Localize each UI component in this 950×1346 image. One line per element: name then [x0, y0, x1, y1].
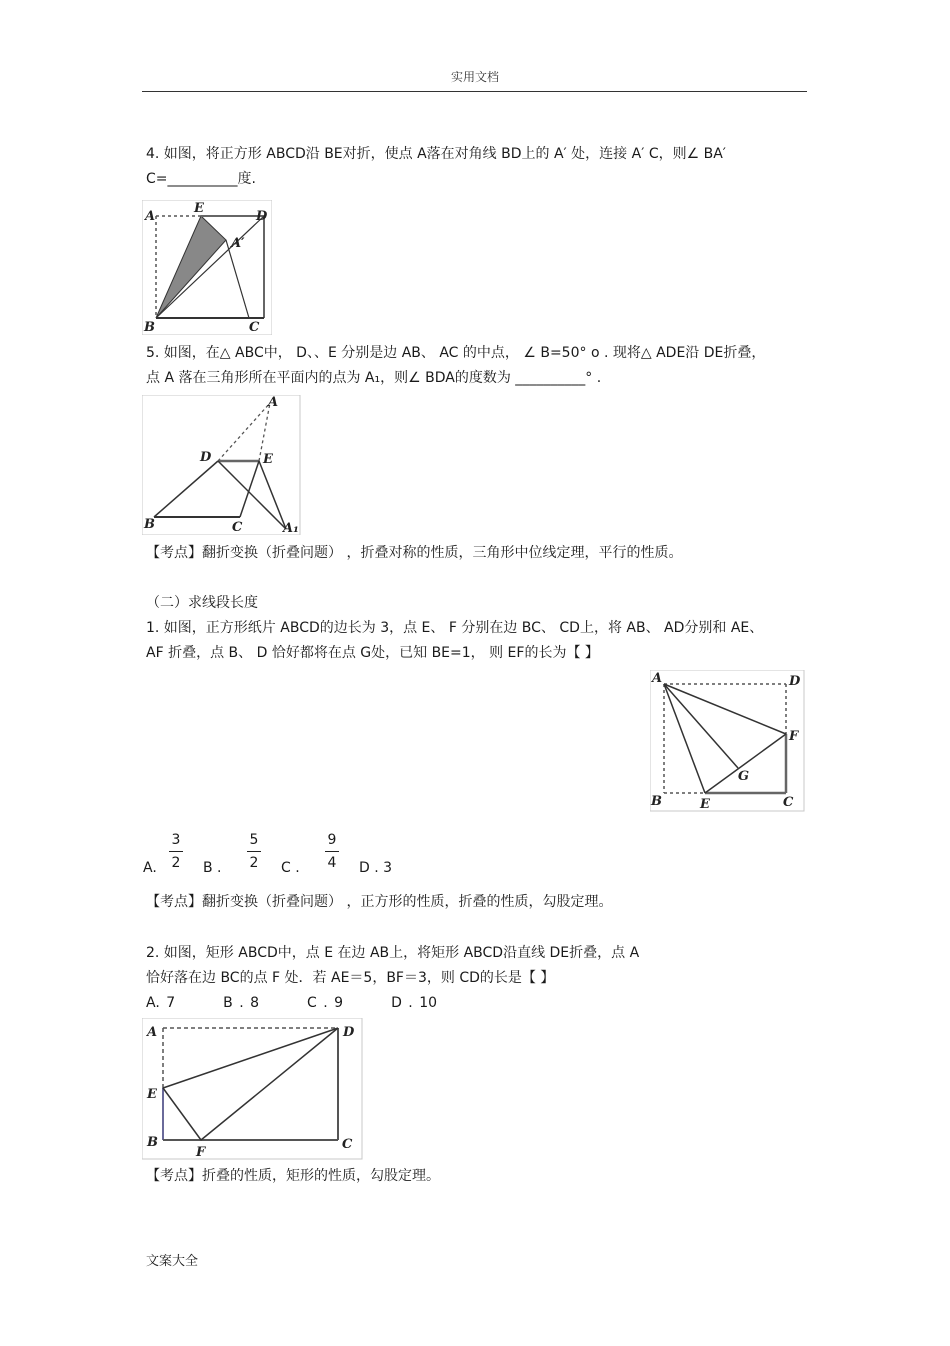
p2-label-A: A [147, 1025, 158, 1040]
q5-label-C: C [232, 520, 243, 535]
p1-figure-frame [650, 670, 804, 811]
q5-figure [142, 395, 302, 535]
p1-option-a-num: 3 [171, 832, 181, 848]
p1-label-E: E [700, 797, 710, 812]
p2-text-line2: 恰好落在边 BC的点 F 处．若 AE＝5，BF＝3，则 CD的长是【 】 [146, 970, 555, 986]
p1-option-b-fraction [246, 832, 262, 871]
p1-label-G: G [738, 769, 750, 784]
p1-figure [650, 670, 805, 812]
p2-label-D: D [343, 1025, 355, 1040]
q5-line-DA1 [218, 461, 286, 529]
p1-label-C: C [783, 795, 794, 810]
p1-option-c-num: 9 [327, 832, 337, 848]
q5-line-EA1 [259, 461, 286, 529]
p2-option-a: A. 7 [146, 995, 176, 1011]
q5-label-A1: A₁ [283, 521, 299, 535]
p1-line-AF [664, 684, 786, 734]
q5-text-line1: 5. 如图，在△ ABC中， D、、E 分别是边 AB、 AC 的中点， ∠ B=50° o . 现将△ ADE沿 DE折叠， [146, 345, 766, 361]
p1-option-c-den: 4 [327, 855, 337, 871]
q4-label-E: E [194, 201, 204, 216]
q4-label-D: D [256, 209, 268, 224]
q4-label-C: C [249, 320, 260, 335]
p2-text-line1: 2. 如图，矩形 ABCD中，点 E 在边 AB上，将矩形 ABCD沿直线 DE折叠，点 A [146, 945, 640, 961]
header-rule [142, 91, 807, 92]
p1-option-d: D . 3 [359, 860, 393, 876]
p1-option-b-label: B . [203, 860, 222, 876]
q4-label-B: B [144, 320, 155, 335]
page-footer: 文案大全 [146, 1254, 199, 1269]
p2-kaodian: 【考点】折叠的性质，矩形的性质，勾股定理。 [146, 1168, 440, 1184]
p1-option-c-label: C . [281, 860, 300, 876]
p2-line-FD [201, 1028, 338, 1140]
p1-option-a-label: A. [143, 860, 157, 876]
section2-heading: （二）求线段长度 [146, 595, 258, 611]
p1-label-D: D [789, 674, 801, 689]
p1-text-line1: 1. 如图，正方形纸片 ABCD的边长为 3，点 E、 F 分别在边 BC、 CD上，将 AB、 AD分别和 AE、 [146, 620, 764, 636]
q5-text-line2: 点 A 落在三角形所在平面内的点为 A₁，则∠ BDA的度数为 __________° . [146, 370, 602, 386]
q4-figure [142, 200, 272, 335]
p1-text-line2: AF 折叠，点 B、 D 恰好都将在点 G处，已知 BE=1， 则 EF的长为【 】 [146, 645, 599, 661]
p2-option-d: D . 10 [391, 995, 438, 1011]
p1-option-c-fraction [324, 832, 340, 871]
p2-figure-frame [142, 1018, 362, 1159]
page-header: 实用文档 [450, 70, 499, 84]
q5-side-BD [154, 461, 218, 517]
p2-options [146, 993, 437, 1013]
q5-label-B: B [144, 517, 155, 532]
p1-option-b-num: 5 [249, 832, 259, 848]
q4-figure-frame [142, 200, 272, 335]
p1-line-AG [664, 684, 738, 768]
p2-label-C: C [342, 1137, 353, 1152]
p2-option-b: B . 8 [223, 995, 260, 1011]
p2-label-E: E [147, 1087, 157, 1102]
p1-option-b-den: 2 [249, 855, 259, 871]
p1-label-B: B [651, 794, 662, 809]
q5-label-D: D [200, 450, 212, 465]
q4-text-line1: 4. 如图，将正方形 ABCD沿 BE对折，使点 A落在对角线 BD上的 A′ 处，连接 A′ C，则∠ BA′ [146, 146, 726, 162]
p1-line-AE [664, 684, 705, 793]
q4-shaded-triangle [156, 216, 226, 318]
q4-text-line2: C=__________度. [146, 171, 256, 187]
p2-line-EF [163, 1088, 201, 1140]
p1-label-A: A [652, 671, 663, 686]
q5-label-A: A [268, 395, 279, 410]
q4-label-A: A [145, 209, 156, 224]
q4-line-A1C [226, 240, 249, 318]
p2-option-c: C . 9 [307, 995, 344, 1011]
p1-option-a-fraction [168, 832, 184, 871]
q5-label-E: E [263, 452, 273, 467]
q5-kaodian: 【考点】翻折变换（折叠问题） ，折叠对称的性质，三角形中位线定理，平行的性质。 [146, 545, 683, 561]
p1-label-F: F [789, 729, 799, 744]
p2-label-B: B [147, 1135, 158, 1150]
p1-kaodian: 【考点】翻折变换（折叠问题） ，正方形的性质，折叠的性质，勾股定理。 [146, 894, 613, 910]
p2-figure [142, 1018, 364, 1160]
q5-side-CE [240, 461, 259, 517]
p1-line-EF [705, 734, 786, 793]
p2-label-F: F [196, 1145, 206, 1160]
p1-option-a-den: 2 [171, 855, 181, 871]
p2-line-ED [163, 1028, 338, 1088]
q4-label-A-prime: A′ [231, 236, 245, 251]
